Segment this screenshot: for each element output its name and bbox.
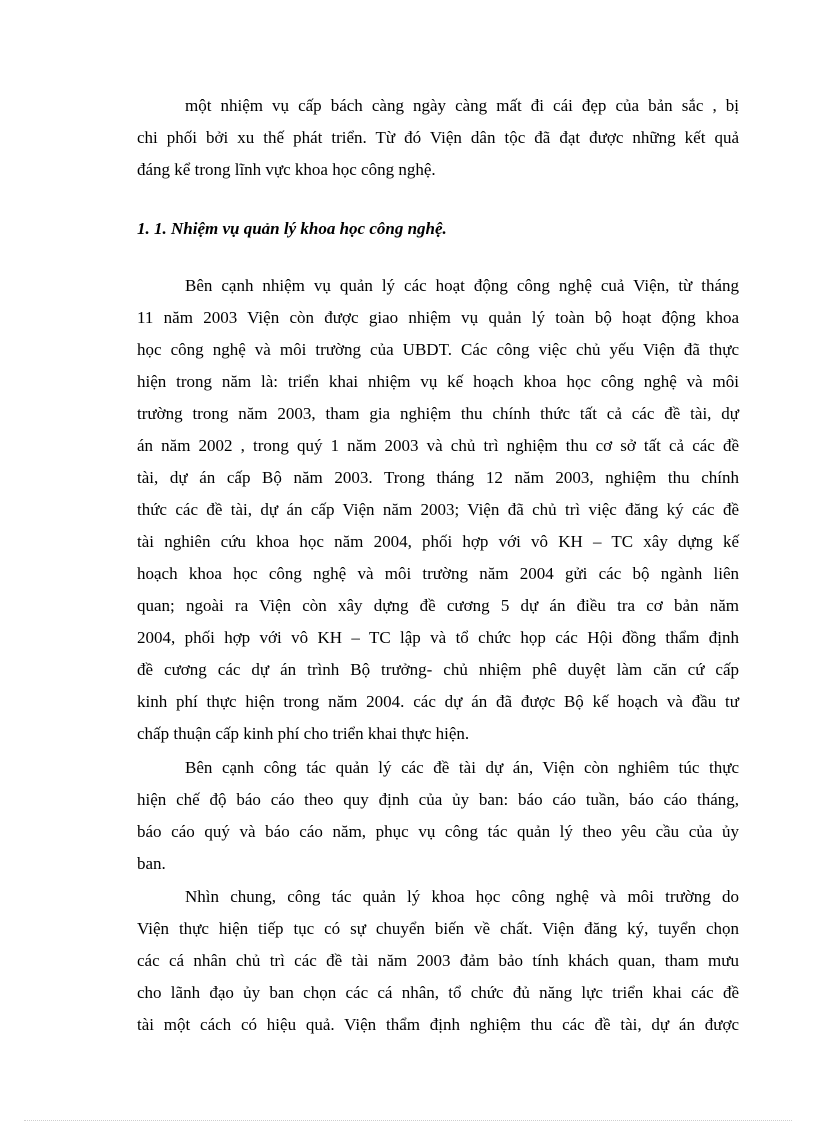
paragraph-line: quan; ngoài ra Viện còn xây dựng đề cương 5 dự án điều tra cơ bản năm <box>137 596 739 615</box>
paragraph-line: kinh phí thực hiện trong năm 2004. các dự án đã được Bộ kế hoạch và đầu tư <box>137 692 739 711</box>
paragraph-line: án năm 2002 , trong quý 1 năm 2003 và chủ trì nghiệm thu cơ sở tất cả các đề <box>137 436 739 455</box>
paragraph-line: cho lãnh đạo ủy ban chọn các cá nhân, tổ chức đủ năng lực triển khai các đề <box>137 983 739 1002</box>
paragraph-line: 11 năm 2003 Viện còn được giao nhiệm vụ quản lý toàn bộ hoạt động khoa <box>137 308 739 327</box>
paragraph-line: các cá nhân chủ trì các đề tài năm 2003 đảm bảo tính khách quan, tham mưu <box>137 951 739 970</box>
paragraph-line: Bên cạnh nhiệm vụ quản lý các hoạt động công nghệ cuả Viện, từ tháng <box>185 276 739 295</box>
paragraph-line: Viện thực hiện tiếp tục có sự chuyển biến về chất. Viện đăng ký, tuyển chọn <box>137 919 739 938</box>
paragraph-line: học công nghệ và môi trường của UBDT. Các công việc chủ yếu Viện đã thực <box>137 340 739 359</box>
paragraph-line: hiện trong năm là: triển khai nhiệm vụ kế hoạch khoa học công nghệ và môi <box>137 372 739 391</box>
intro-line: đáng kể trong lĩnh vực khoa học công nghệ. <box>137 160 436 179</box>
page-bottom-divider <box>24 1120 792 1121</box>
paragraph-line: tài một cách có hiệu quả. Viện thẩm định nghiệm thu các đề tài, dự án được <box>137 1015 739 1034</box>
paragraph-line: trường trong năm 2003, tham gia nghiệm thu chính thức tất cả các đề tài, dự <box>137 404 739 423</box>
intro-line: chi phối bởi xu thế phát triển. Từ đó Viện dân tộc đã đạt được những kết quả <box>137 128 739 147</box>
paragraph-line: đề cương các dự án trình Bộ trưởng- chủ nhiệm phê duyệt làm căn cứ cấp <box>137 660 739 679</box>
paragraph-line: Bên cạnh công tác quản lý các đề tài dự án, Viện còn nghiêm túc thực <box>185 758 739 777</box>
paragraph-line: Nhìn chung, công tác quản lý khoa học công nghệ và môi trường do <box>185 887 739 906</box>
paragraph-line: tài nghiên cứu khoa học năm 2004, phối hợp với vô KH – TC xây dựng kế <box>137 532 739 551</box>
paragraph-line: tài, dự án cấp Bộ năm 2003. Trong tháng 12 năm 2003, nghiệm thu chính <box>137 468 739 487</box>
intro-line: một nhiệm vụ cấp bách càng ngày càng mất đi cái đẹp của bản sắc , bị <box>185 96 739 115</box>
paragraph-line: hiện chế độ báo cáo theo quy định của ủy ban: báo cáo tuần, báo cáo tháng, <box>137 790 739 809</box>
paragraph-line: chấp thuận cấp kinh phí cho triển khai thực hiện. <box>137 724 470 743</box>
section-heading: 1. 1. Nhiệm vụ quản lý khoa học công nghệ. <box>137 219 447 238</box>
paragraph-line: 2004, phối hợp với vô KH – TC lập và tổ chức họp các Hội đồng thẩm định <box>137 628 739 647</box>
paragraph-line: ban. <box>137 854 166 873</box>
paragraph-line: thức các đề tài, dự án cấp Viện năm 2003; Viện đã chủ trì việc đăng ký các đề <box>137 500 739 519</box>
paragraph-line: báo cáo quý và báo cáo năm, phục vụ công tác quản lý theo yêu cầu của ủy <box>137 822 739 841</box>
paragraph-line: hoạch khoa học công nghệ và môi trường năm 2004 gửi các bộ ngành liên <box>137 564 739 583</box>
